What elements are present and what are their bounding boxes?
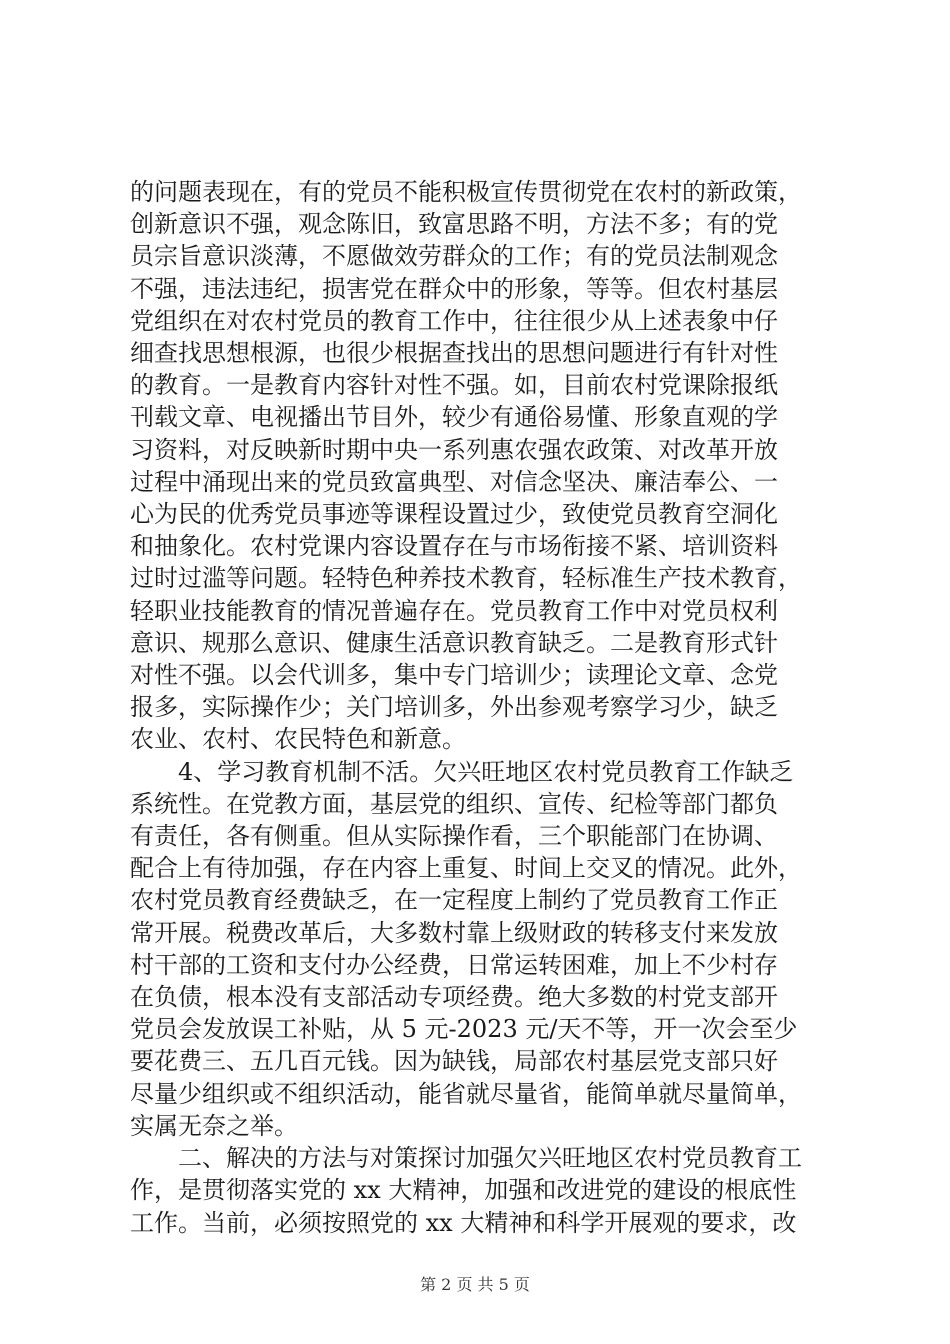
text-line: 报多，实际操作少；关门培训多，外出参观考察学习少，缺乏 <box>130 693 778 722</box>
text-line: 4、学习教育机制不活。欠兴旺地区农村党员教育工作缺乏 <box>178 757 794 786</box>
text-line: 对性不强。以会代训多，集中专门培训少；读理论文章、念党 <box>130 661 778 690</box>
text-line: 系统性。在党教方面，基层党的组织、宣传、纪检等部门都负 <box>130 789 778 818</box>
document-body <box>130 176 858 1239</box>
text-line: 创新意识不强，观念陈旧，致富思路不明，方法不多；有的党 <box>130 210 778 239</box>
paragraph <box>130 756 858 1142</box>
text-line: 配合上有待加强，存在内容上重复、时间上交叉的情况。此外， <box>130 854 802 883</box>
text-line: 要花费三、五几百元钱。因为缺钱，局部农村基层党支部只好 <box>130 1047 778 1076</box>
text-line: 村干部的工资和支付办公经费，日常运转困难，加上不少村存 <box>130 950 778 979</box>
text-line: 的问题表现在，有的党员不能积极宣传贯彻党在农村的新政策， <box>130 178 802 206</box>
text-line: 的教育。一是教育内容针对性不强。如，目前农村党课除报纸 <box>130 371 778 400</box>
text-line: 农业、农村、农民特色和新意。 <box>130 725 466 754</box>
text-line: 党组织在对农村党员的教育工作中，往往很少从上述表象中仔 <box>130 306 778 335</box>
text-line: 党员会发放误工补贴，从 5 元-2023 元/天不等，开一次会至少 <box>130 1015 798 1044</box>
text-line: 不强，违法违纪，损害党在群众中的形象，等等。但农村基层 <box>130 274 778 303</box>
text-line: 工作。当前，必须按照党的 xx 大精神和科学开展观的要求，改 <box>130 1208 797 1237</box>
text-line: 二、解决的方法与对策探讨加强欠兴旺地区农村党员教育工 <box>178 1144 802 1173</box>
text-line: 作，是贯彻落实党的 xx 大精神，加强和改进党的建设的根底性 <box>130 1176 797 1205</box>
text-line: 习资料，对反映新时期中央一系列惠农强农政策、对改革开放 <box>130 435 778 464</box>
text-line: 和抽象化。农村党课内容设置存在与市场衔接不紧、培训资料 <box>130 532 778 561</box>
text-line: 过时过滥等问题。轻特色种养技术教育，轻标准生产技术教育， <box>130 564 802 593</box>
text-line: 在负债，根本没有支部活动专项经费。绝大多数的村党支部开 <box>130 983 778 1012</box>
text-line: 刊载文章、电视播出节目外，较少有通俗易懂、形象直观的学 <box>130 403 778 432</box>
page-footer: 第 2 页 共 5 页 <box>420 1275 530 1294</box>
text-line: 有责任，各有侧重。但从实际操作看，三个职能部门在协调、 <box>130 822 778 851</box>
text-line: 轻职业技能教育的情况普遍存在。党员教育工作中对党员权利 <box>130 596 778 625</box>
text-line: 心为民的优秀党员事迹等课程设置过少，致使党员教育空洞化 <box>130 500 778 529</box>
text-line: 细查找思想根源，也很少根据查找出的思想问题进行有针对性 <box>130 339 778 368</box>
text-line: 过程中涌现出来的党员致富典型、对信念坚决、廉洁奉公、一 <box>130 467 778 496</box>
paragraph <box>130 1142 858 1239</box>
text-line: 常开展。税费改革后，大多数村靠上级财政的转移支付来发放 <box>130 918 778 947</box>
text-line: 农村党员教育经费缺乏，在一定程度上制约了党员教育工作正 <box>130 886 778 915</box>
paragraph <box>130 176 858 756</box>
text-line: 实属无奈之举。 <box>130 1111 298 1140</box>
text-line: 员宗旨意识淡薄，不愿做效劳群众的工作；有的党员法制观念 <box>130 242 778 271</box>
text-line: 尽量少组织或不组织活动，能省就尽量省，能简单就尽量简单， <box>130 1079 802 1108</box>
text-line: 意识、规那么意识、健康生活意识教育缺乏。二是教育形式针 <box>130 628 778 657</box>
